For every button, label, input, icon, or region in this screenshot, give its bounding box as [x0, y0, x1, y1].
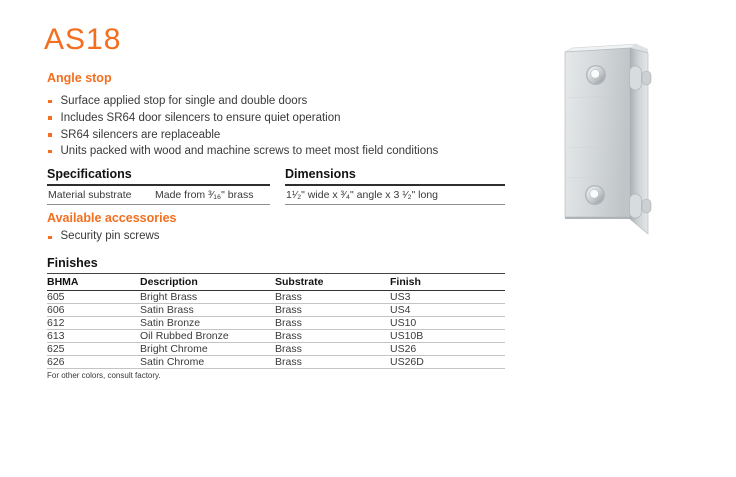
cell-bhma: 613	[47, 330, 140, 343]
bullet-square-icon	[48, 116, 52, 120]
dimensions-value: 1¹⁄₂" wide x ³⁄₄" angle x 3 ¹⁄₂" long	[286, 189, 439, 201]
cell-description: Oil Rubbed Bronze	[140, 330, 275, 343]
col-header-description: Description	[140, 274, 275, 291]
cell-finish: US3	[390, 291, 505, 304]
cell-substrate: Brass	[275, 330, 390, 343]
bullet-square-icon	[48, 133, 52, 137]
list-item	[47, 110, 517, 127]
silencer-top-cap	[642, 71, 651, 85]
feature-text: Includes SR64 door silencers to ensure quiet operation	[60, 111, 341, 124]
finishes-table	[47, 273, 505, 369]
silencer-bottom-cap	[642, 199, 651, 213]
list-item	[47, 127, 517, 144]
cell-description: Satin Bronze	[140, 317, 275, 330]
col-header-finish: Finish	[390, 274, 505, 291]
list-item	[47, 143, 517, 160]
product-subtitle: Angle stop	[47, 71, 112, 85]
table-row	[47, 291, 505, 304]
list-item	[47, 93, 517, 110]
cell-substrate: Brass	[275, 343, 390, 356]
cell-bhma: 625	[47, 343, 140, 356]
accessories-heading: Available accessories	[47, 211, 177, 225]
finishes-heading: Finishes	[47, 256, 98, 270]
feature-list	[47, 93, 517, 160]
spec-value: Made from ³⁄₁₆" brass	[155, 189, 254, 201]
accessories-section	[47, 211, 347, 244]
cell-substrate: Brass	[275, 304, 390, 317]
silencer-top	[630, 66, 642, 90]
feature-text: SR64 silencers are replaceable	[60, 128, 221, 141]
col-header-substrate: Substrate	[275, 274, 390, 291]
dimensions-row	[285, 186, 505, 205]
cell-finish: US26	[390, 343, 505, 356]
list-item	[47, 229, 347, 244]
cell-substrate: Brass	[275, 317, 390, 330]
cell-description: Bright Chrome	[140, 343, 275, 356]
specifications-section	[47, 167, 270, 205]
table-row	[47, 343, 505, 356]
dimensions-section	[285, 167, 505, 205]
feature-text: Surface applied stop for single and double doors	[60, 95, 308, 107]
cell-bhma: 626	[47, 356, 140, 369]
cell-bhma: 606	[47, 304, 140, 317]
cell-finish: US10	[390, 317, 505, 330]
angle-stop-photo	[553, 38, 673, 243]
table-footnote: For other colors, consult factory.	[47, 371, 161, 380]
bullet-square-icon	[48, 100, 52, 104]
accessory-text: Security pin screws	[60, 230, 160, 242]
silencer-bottom	[630, 194, 642, 218]
cell-finish: US10B	[390, 330, 505, 343]
cell-bhma: 605	[47, 291, 140, 304]
bullet-square-icon	[48, 150, 52, 154]
cell-description: Satin Chrome	[140, 356, 275, 369]
specifications-heading: Specifications	[47, 167, 270, 186]
table-row	[47, 317, 505, 330]
col-header-bhma: BHMA	[47, 274, 140, 291]
cell-finish: US4	[390, 304, 505, 317]
table-row	[47, 330, 505, 343]
table-row	[47, 304, 505, 317]
cell-description: Satin Brass	[140, 304, 275, 317]
table-header-row	[47, 274, 505, 291]
bullet-square-icon	[48, 236, 52, 240]
bracket-bottom-edge	[565, 217, 630, 219]
feature-text: Units packed with wood and machine screws to meet most field conditions	[60, 145, 439, 158]
specification-row	[47, 186, 270, 205]
dimensions-heading: Dimensions	[285, 167, 505, 186]
cell-substrate: Brass	[275, 356, 390, 369]
table-row	[47, 356, 505, 369]
cell-finish: US26D	[390, 356, 505, 369]
cell-bhma: 612	[47, 317, 140, 330]
product-title: AS18	[44, 23, 122, 56]
cell-substrate: Brass	[275, 291, 390, 304]
cell-description: Bright Brass	[140, 291, 275, 304]
spec-label: Material substrate	[48, 189, 132, 201]
